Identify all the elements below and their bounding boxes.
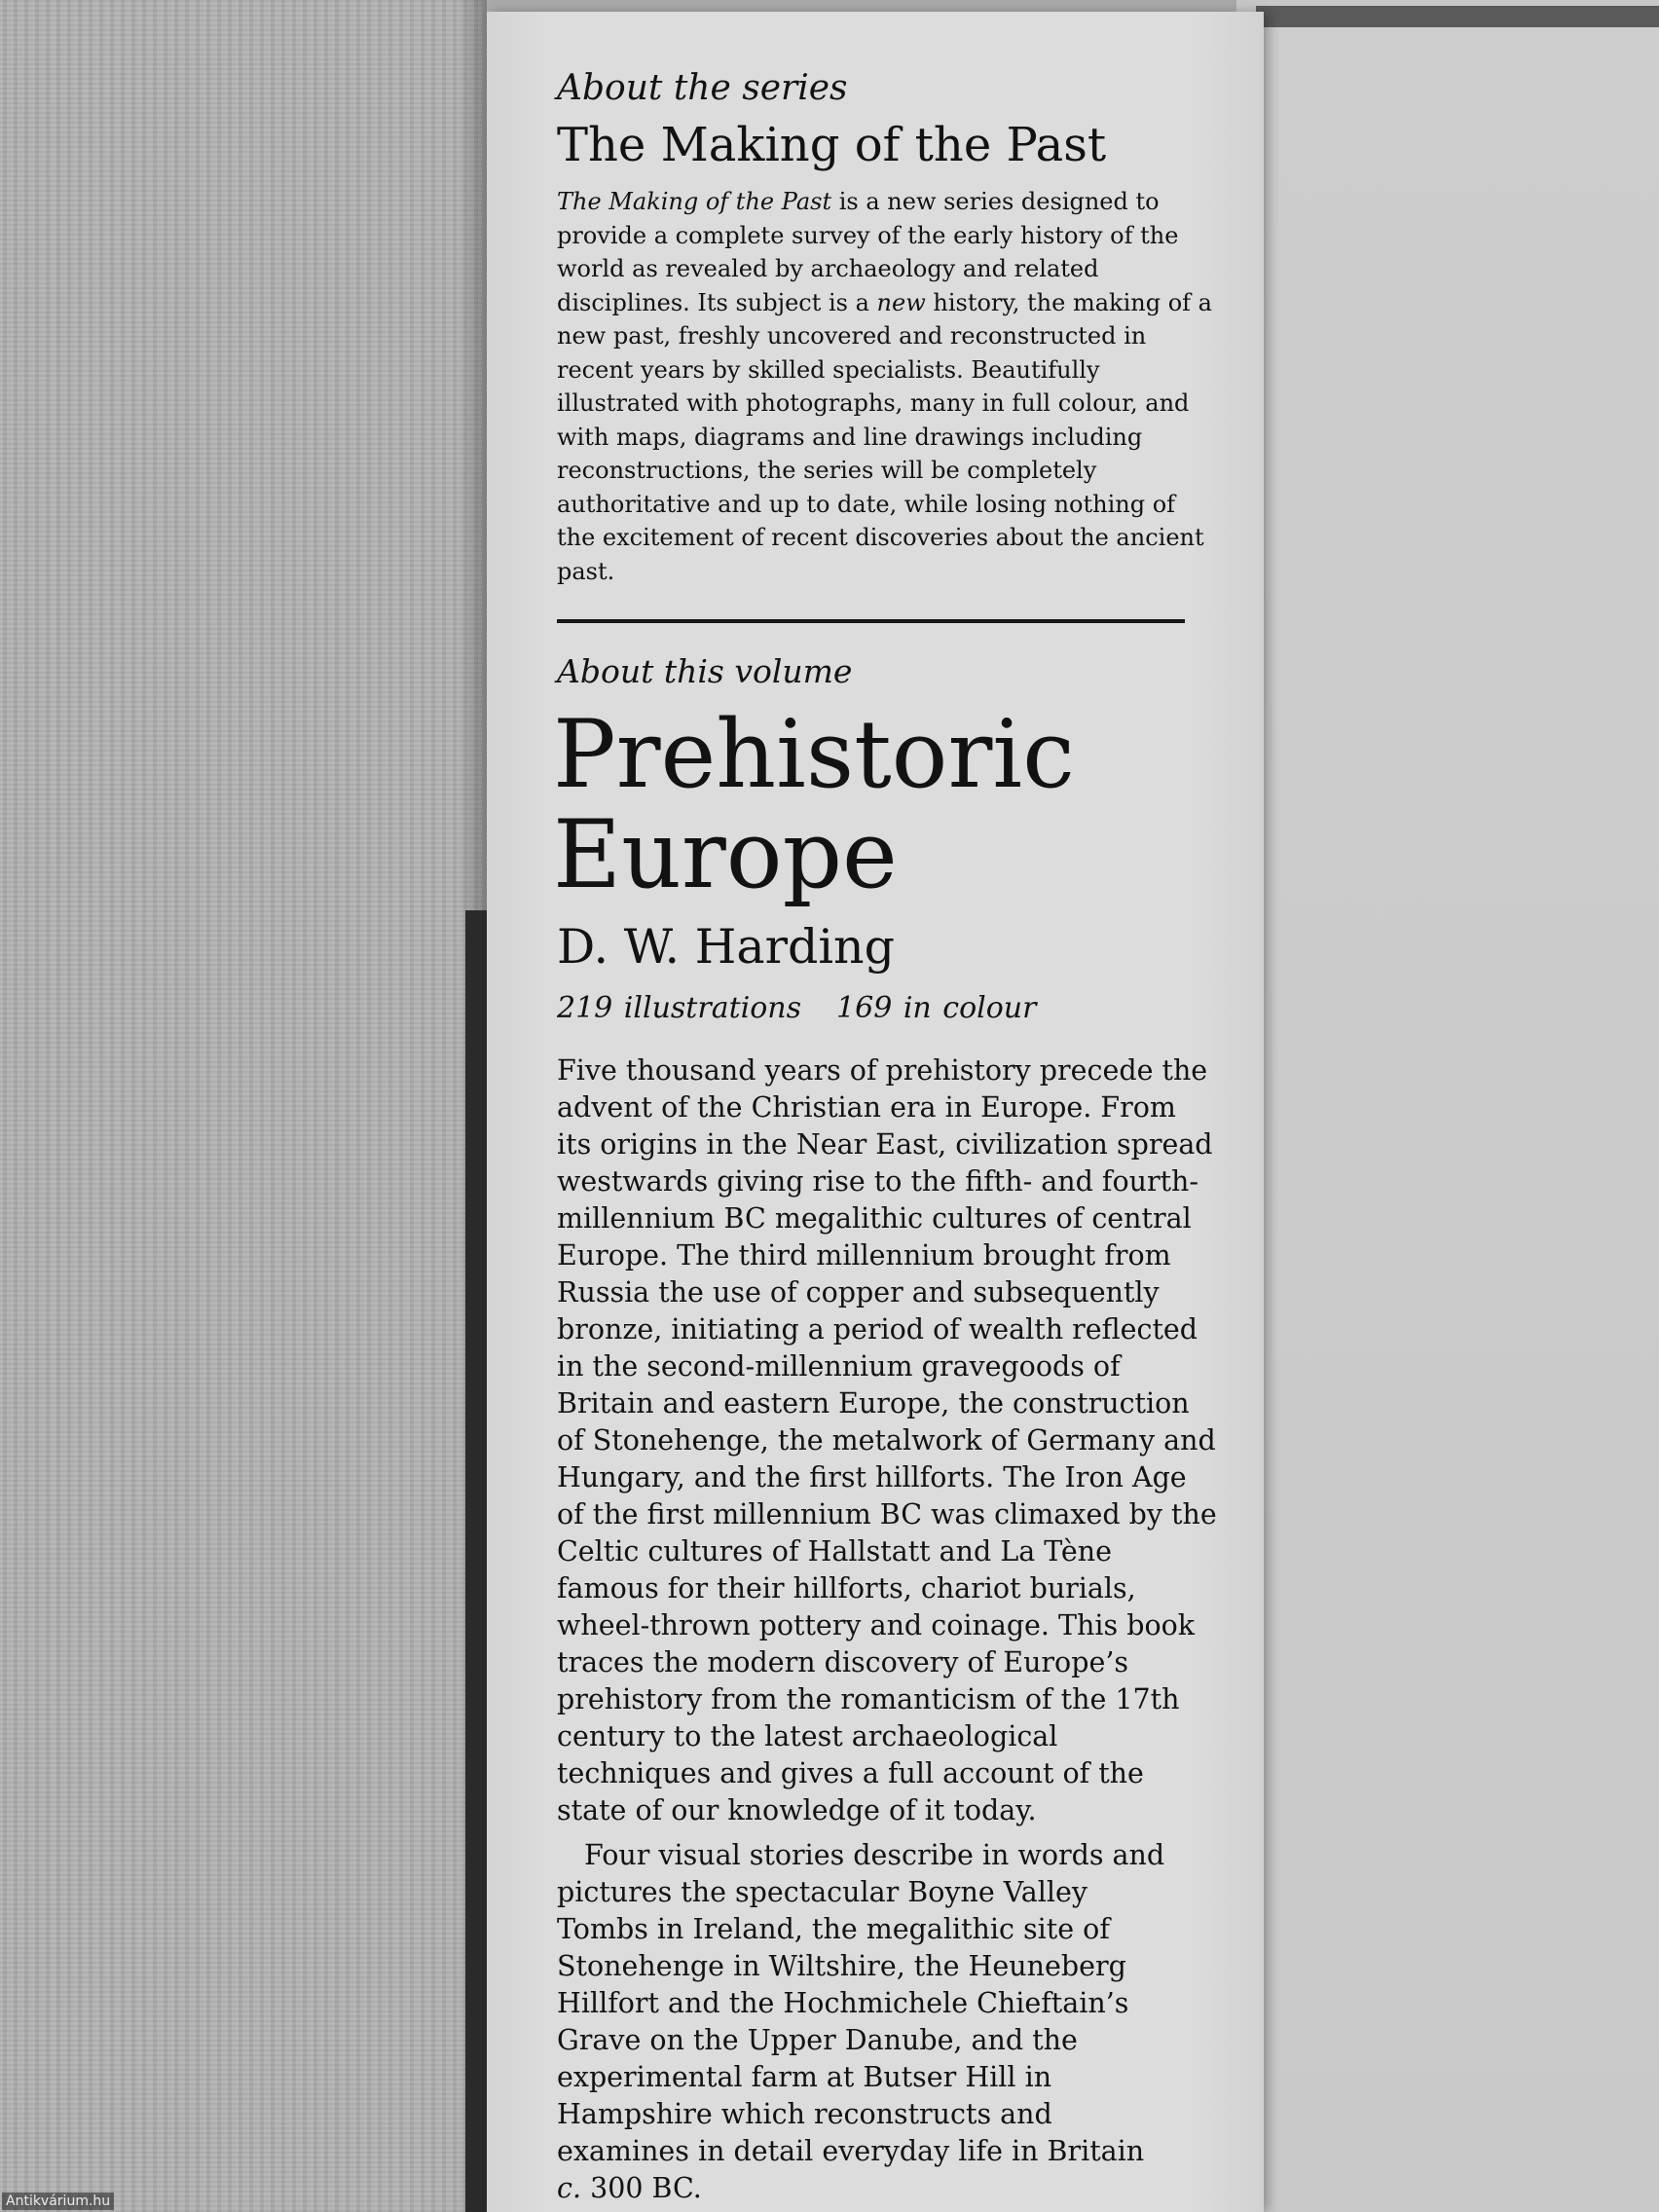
series-body-part1: is a new series designed to provide a complete survey of the early history of the world as revealed by archaeology and related disciplines. Its subject is a (557, 188, 1179, 316)
circa-italic: c. (557, 2171, 582, 2204)
series-kicker: About the series (557, 68, 848, 108)
section-divider (557, 619, 1185, 623)
volume-description-2 (557, 1837, 1170, 2207)
volume-kicker: About this volume (557, 652, 853, 691)
volume-description-1: Five thousand years of prehistory precede the advent of the Christian era in Europe. From its origins in the Near East, civilization spread westwards giving rise to the fifth- and fourth-millennium BC megalithic cultures of central Europe. The third millennium brought from Russia the use of copper and subsequently bronze, initiating a period of wealth reflected in the second-millennium gravegoods of Britain and eastern Europe, the construction of Stonehenge, the metalwork of Germany and Hungary, and the first hillforts. The Iron Age of the first millennium BC was climaxed by the Celtic cultures of Hallstatt and La Tène famous for their hillforts, chariot burials, wheel-thrown pottery and coinage. This book traces the modern discovery of Europe’s prehistory from the romanticism of the 17th century to the latest archaeological techniques and gives a full account of the state of our knowledge of it today. (557, 1053, 1217, 1826)
illustration-count (557, 991, 1219, 1025)
book-title (553, 699, 1219, 909)
book-cover-board-left (0, 0, 482, 2212)
illustrations-colour: 169 in colour (836, 990, 1037, 1025)
volume-desc2-main: Four visual stories describe in words and pictures the spectacular Boyne Valley Tombs in Ireland, the megalithic site of Stonehenge in Wiltshire, the Heuneberg Hillfort and the Hochmichele Chieftain’s Grave on the Upper Danube, and the experimental farm at Butser Hill in Hampshire which reconstructs and examines in detail everyday life in Britain (557, 1838, 1165, 2167)
series-body-part2: history, the making of a new past, freshly uncovered and reconstructed in recent years by skilled specialists. Beautifully illustrated with photographs, many in full colour, and with maps, diagrams and line drawings including reconstructions, the series will be completely authoritative and up to date, while losing nothing of the excitement of recent discoveries about the ancient past. (557, 288, 1212, 585)
flap-text (553, 68, 1219, 2207)
series-description (557, 185, 1219, 588)
series-title: The Making of the Past (557, 118, 1107, 173)
author-name: D. W. Harding (557, 918, 895, 975)
illustrations-total: 219 illustrations (557, 990, 802, 1025)
volume-desc2-end: 300 BC. (581, 2171, 702, 2204)
series-name-italic: The Making of the Past (557, 188, 832, 216)
watermark-logo: Antikvárium.hu (2, 2193, 114, 2210)
book-spine-edge (465, 910, 487, 2212)
book-title-line1: Prehistoric (553, 699, 1075, 809)
book-board-top-edge (1256, 6, 1659, 27)
book-title-line2: Europe (553, 799, 898, 909)
series-italic-word: new (876, 288, 926, 316)
endpaper (1266, 27, 1659, 2212)
